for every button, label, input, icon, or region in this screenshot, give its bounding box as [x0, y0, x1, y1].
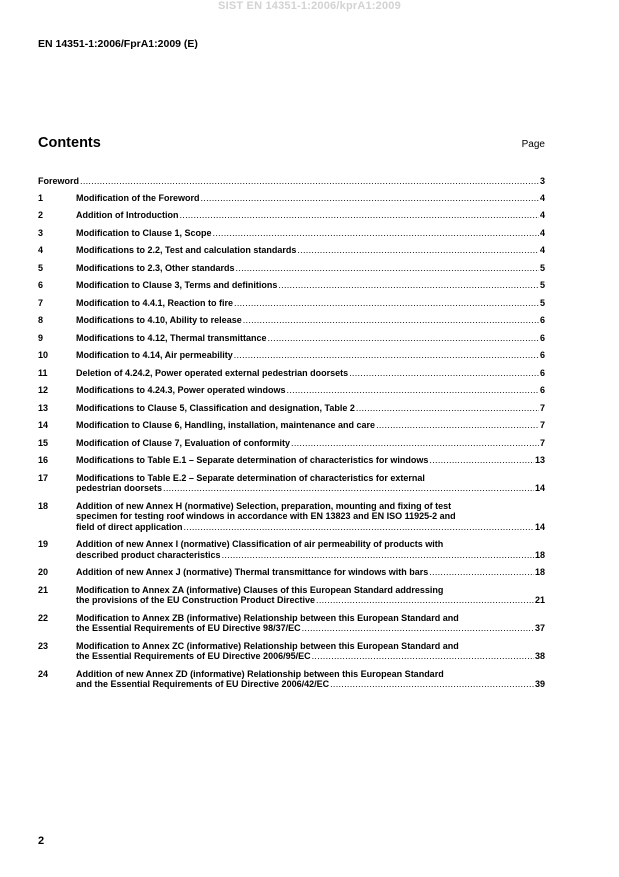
toc-entry[interactable] — [38, 473, 545, 494]
toc-entry-text: Modification to 4.14, Air permeability — [76, 350, 233, 360]
toc-entry-number: 15 — [38, 437, 49, 448]
toc-page-number: 4 — [539, 192, 545, 203]
toc-entry-text: specimen for testing roof windows in accordance with EN 13823 and EN ISO 11925-2 and — [76, 511, 456, 521]
toc-entry-text: Modification to Annex ZB (informative) Relationship between this European Standard and — [76, 612, 459, 623]
toc-entry-text: Modifications to 4.10, Ability to release — [76, 315, 242, 325]
dot-leader — [302, 623, 534, 634]
toc-entry-number: 9 — [38, 332, 44, 343]
toc-entry[interactable] — [38, 245, 545, 256]
toc-entry-text: Modifications to 4.24.3, Power operated windows — [76, 385, 286, 395]
toc-entry-text: Addition of new Annex I (normative) Classification of air permeability of products with — [76, 539, 444, 549]
dot-leader — [179, 210, 539, 221]
toc-entry[interactable] — [38, 420, 545, 431]
toc-entry-text: field of direct application — [76, 521, 183, 532]
toc-entry-text: Modification to Annex ZC (informative) Relationship between this European Standard and — [76, 640, 459, 651]
toc-entry-number: 7 — [38, 297, 44, 308]
toc-entry-text: Foreword — [38, 176, 80, 186]
toc-entry-text: Modification to 4.4.1, Reaction to fire — [76, 297, 234, 308]
toc-entry-number: 14 — [38, 420, 49, 430]
toc-entry-number: 21 — [38, 584, 49, 595]
toc-entry-number: 1 — [38, 192, 44, 203]
toc-page-number: 18 — [534, 549, 545, 560]
toc-page-number: 7 — [539, 402, 545, 413]
dot-leader — [278, 280, 539, 291]
dot-leader — [243, 315, 539, 326]
toc-entry-text: Modifications to Table E.2 – Separate determination of characteristics for external — [76, 472, 425, 483]
toc-entry[interactable] — [38, 280, 545, 291]
dot-leader — [312, 651, 534, 662]
watermark: SIST EN 14351-1:2006/kprA1:2009 — [218, 0, 401, 12]
dot-leader — [291, 438, 539, 449]
toc-entry-text: Modifications to Clause 5, Classification and designation, Table 2 — [76, 402, 355, 413]
toc-entry-text: the Essential Requirements of EU Directive 2006/95/EC — [76, 651, 311, 661]
toc-entry[interactable] — [38, 350, 545, 361]
dot-leader — [429, 455, 534, 466]
toc-page-number: 38 — [534, 651, 545, 661]
toc-entry-text: Addition of new Annex J (normative) Thermal transmittance for windows with bars — [76, 567, 429, 577]
toc-entry-number: 3 — [38, 227, 44, 238]
toc-page-number: 3 — [539, 176, 545, 186]
toc-entry-text: Modifications to Table E.1 – Separate determination of characteristics for windows — [76, 455, 429, 465]
toc-entry-foreword[interactable] — [38, 176, 545, 187]
toc-entry[interactable] — [38, 613, 545, 634]
toc-entry[interactable] — [38, 585, 545, 606]
toc-entry-number: 4 — [38, 245, 44, 255]
toc-entry-text: Modification to Clause 3, Terms and definitions — [76, 280, 278, 290]
dot-leader — [287, 385, 539, 396]
toc-page-number: 4 — [539, 227, 545, 238]
toc-page-number: 7 — [539, 420, 545, 430]
dot-leader — [222, 550, 534, 561]
toc-page-number: 39 — [534, 679, 545, 689]
dot-leader — [234, 298, 539, 309]
toc-page-number: 14 — [534, 483, 545, 493]
toc-entry-text: Modification of the Foreword — [76, 192, 200, 203]
toc-entry[interactable] — [38, 567, 545, 578]
toc-entry[interactable] — [38, 298, 545, 309]
toc-entry-text: the Essential Requirements of EU Directive 98/37/EC — [76, 623, 301, 633]
dot-leader — [213, 228, 539, 239]
toc-page-number: 4 — [539, 210, 545, 220]
dot-leader — [268, 333, 539, 344]
toc-entry[interactable] — [38, 438, 545, 449]
toc-page-number: 6 — [539, 315, 545, 325]
toc-entry[interactable] — [38, 403, 545, 414]
toc-entry-number: 24 — [38, 668, 49, 679]
toc-entry-text: Modification to Clause 1, Scope — [76, 227, 212, 238]
toc-entry-number: 12 — [38, 385, 49, 395]
toc-entry-number: 5 — [38, 262, 44, 273]
toc-entry[interactable] — [38, 641, 545, 662]
toc-entry-text: pedestrian doorsets — [76, 483, 163, 493]
toc-page-number: 18 — [534, 567, 545, 577]
dot-leader — [376, 420, 539, 431]
toc-entry[interactable] — [38, 539, 545, 560]
page-number: 2 — [38, 835, 45, 847]
toc-page-number: 21 — [534, 595, 545, 605]
toc-entry-number: 13 — [38, 402, 49, 413]
dot-leader — [349, 368, 539, 379]
toc-entry-number: 23 — [38, 640, 49, 651]
dot-leader — [201, 193, 539, 204]
toc-entry[interactable] — [38, 385, 545, 396]
toc-page-number: 37 — [534, 623, 545, 633]
toc-page-number: 5 — [539, 262, 545, 273]
toc-entry-text: Addition of new Annex ZD (informative) Relationship between this European Standard — [76, 668, 444, 679]
dot-leader — [356, 403, 539, 414]
toc-page-number: 5 — [539, 297, 545, 308]
document-header: EN 14351-1:2006/FprA1:2009 (E) — [38, 38, 198, 50]
toc-entry-number: 6 — [38, 280, 44, 290]
toc-page-number: 6 — [539, 350, 545, 360]
toc-entry-number: 8 — [38, 315, 44, 325]
toc-page-number: 13 — [534, 455, 545, 465]
toc-entry[interactable] — [38, 501, 545, 533]
toc-entry[interactable] — [38, 368, 545, 379]
dot-leader — [163, 483, 534, 494]
toc-entry[interactable] — [38, 210, 545, 221]
dot-leader — [236, 263, 539, 274]
toc-entry-text: the provisions of the EU Construction Product Directive — [76, 595, 316, 605]
toc-entry-number: 19 — [38, 539, 49, 549]
toc-entry-number: 22 — [38, 612, 49, 623]
toc-entry-number: 18 — [38, 500, 49, 511]
toc-entry-number: 10 — [38, 350, 49, 360]
toc-page-number: 6 — [539, 332, 545, 343]
toc-entry-text: Modification to Annex ZA (informative) Clauses of this European Standard addressing — [76, 584, 444, 595]
toc-page-number: 6 — [539, 385, 545, 395]
page-title: Contents — [38, 135, 101, 151]
dot-leader — [429, 567, 534, 578]
toc-entry[interactable] — [38, 228, 545, 239]
toc-entry-text: Modifications to 2.3, Other standards — [76, 262, 235, 273]
dot-leader — [297, 245, 539, 256]
toc-page-number: 7 — [539, 437, 545, 448]
page-column-label: Page — [521, 139, 545, 150]
toc-list — [38, 193, 545, 690]
toc-entry[interactable] — [38, 193, 545, 204]
dot-leader — [330, 679, 534, 690]
toc-entry-number: 16 — [38, 455, 49, 465]
toc-entry-text: and the Essential Requirements of EU Directive 2006/42/EC — [76, 679, 330, 689]
toc-entry[interactable] — [38, 455, 545, 466]
dot-leader — [234, 350, 539, 361]
toc-entry-text: Addition of Introduction — [76, 210, 179, 220]
toc-entry-text: Modification of Clause 7, Evaluation of conformity — [76, 437, 291, 448]
toc-entry-text: described product characteristics — [76, 549, 221, 560]
dot-leader — [316, 595, 534, 606]
toc-entry-text: Deletion of 4.24.2, Power operated external pedestrian doorsets — [76, 367, 349, 378]
toc-entry-number: 11 — [38, 367, 48, 378]
toc-entry-number: 17 — [38, 472, 49, 483]
toc-entry-text: Modifications to 2.2, Test and calculation standards — [76, 245, 297, 255]
toc-page-number: 6 — [539, 367, 545, 378]
toc-page-number: 14 — [534, 521, 545, 532]
dot-leader — [184, 522, 534, 533]
toc-entry-number: 2 — [38, 210, 44, 220]
toc-entry[interactable] — [38, 333, 545, 344]
toc-page-number: 5 — [539, 280, 545, 290]
toc-entry[interactable] — [38, 263, 545, 274]
dot-leader — [80, 176, 539, 187]
toc-entry-text: Modifications to 4.12, Thermal transmittance — [76, 332, 267, 343]
toc-entry-number: 20 — [38, 567, 49, 577]
toc-entry-text: Modification to Clause 6, Handling, installation, maintenance and care — [76, 420, 376, 430]
toc-entry[interactable] — [38, 315, 545, 326]
table-of-contents — [38, 176, 545, 697]
toc-entry[interactable] — [38, 669, 545, 690]
toc-entry-text: Addition of new Annex H (normative) Selection, preparation, mounting and fixing of test — [76, 500, 452, 511]
toc-page-number: 4 — [539, 245, 545, 255]
